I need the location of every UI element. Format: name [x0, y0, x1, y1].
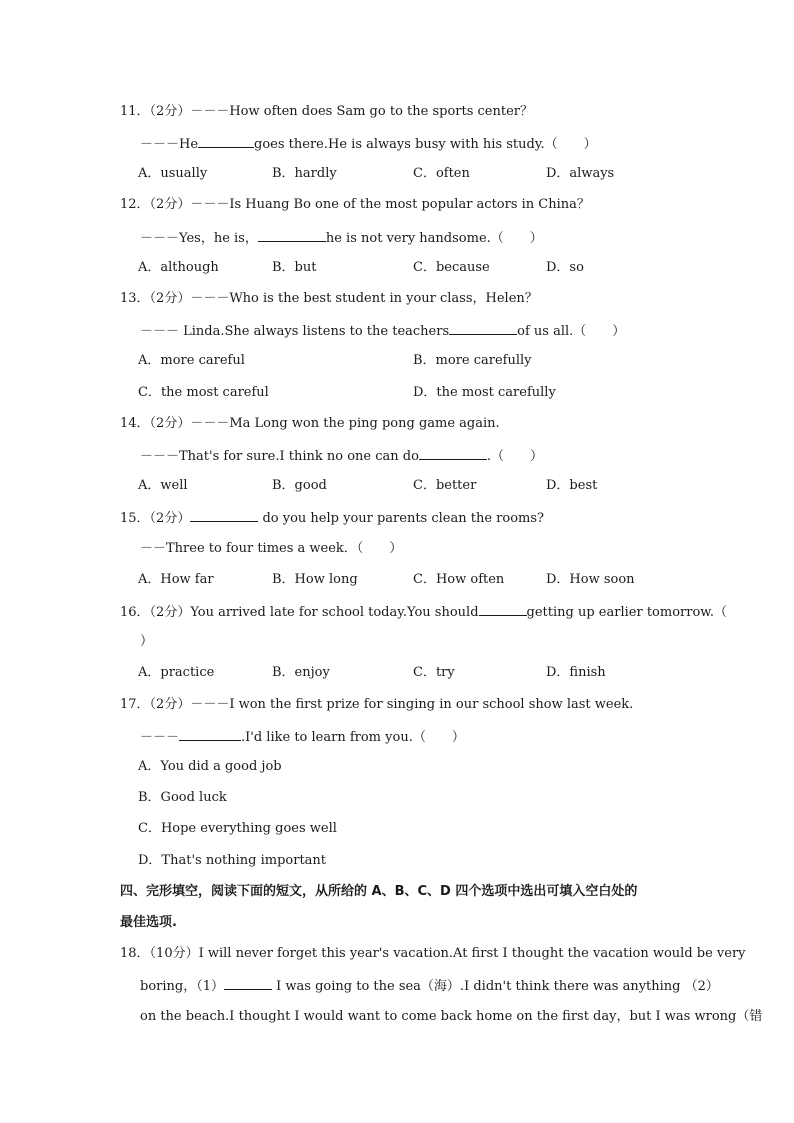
q11-option-c[interactable]: C．often: [413, 166, 470, 181]
q15-option-c[interactable]: C．How often: [413, 572, 505, 587]
q13-option-c[interactable]: C．the most careful: [138, 385, 269, 400]
q16-option-b[interactable]: B．enjoy: [272, 665, 330, 680]
q16-stem: [0, 601, 794, 621]
q12-option-c[interactable]: C．because: [413, 260, 490, 275]
q18-line3: on the beach.I thought I would want to come back home on the first day，but I was wrong（错: [140, 1009, 763, 1024]
q17-option-d[interactable]: D．That's nothing important: [138, 853, 327, 868]
q12-blank[interactable]: [258, 227, 326, 242]
q14-line2: [0, 445, 794, 465]
q18-line2: [0, 975, 794, 995]
q15-option-b[interactable]: B．How long: [272, 572, 358, 587]
q17-line2: [0, 726, 794, 746]
q16-option-c[interactable]: C．try: [413, 665, 455, 680]
q11-line2-post: goes there.He is always busy with his study.（ ）: [254, 137, 597, 152]
q11-blank[interactable]: [198, 133, 254, 148]
q11-option-b[interactable]: B．hardly: [272, 166, 337, 181]
q17-line2-pre: －－－: [140, 730, 180, 745]
q15-stem-post: do you help your parents clean the rooms?: [258, 511, 545, 526]
section4-heading: 四、完形填空，阅读下面的短文，从所给的 A、B、C、D 四个选项中选出可填入空白处的: [120, 884, 638, 899]
q11-stem: 11．（2分）－－－How often does Sam go to the sports center？: [120, 104, 533, 119]
q12-line2-post: he is not very handsome.（ ）: [325, 231, 543, 246]
q13-option-b[interactable]: B．more carefully: [413, 353, 532, 368]
q12-stem: 12．（2分）－－－Is Huang Bo one of the most popular actors in China？: [120, 197, 590, 212]
q15-option-a[interactable]: A．How far: [138, 572, 214, 587]
q14-blank[interactable]: [419, 445, 487, 460]
q17-option-c[interactable]: C．Hope everything goes well: [138, 821, 337, 836]
q16-option-d[interactable]: D．finish: [546, 665, 606, 680]
q15-blank[interactable]: [190, 507, 258, 522]
q14-option-a[interactable]: A．well: [138, 478, 188, 493]
q17-option-a[interactable]: A．You did a good job: [138, 759, 282, 774]
q16-blank[interactable]: [479, 601, 527, 616]
q11-line2-pre: －－－He: [140, 137, 199, 152]
q13-blank[interactable]: [449, 320, 517, 335]
q14-line2-post: .（ ）: [486, 449, 544, 464]
q13-line2: [0, 320, 794, 340]
q11-option-d[interactable]: D．always: [546, 166, 615, 181]
section4-heading-cont: 最佳选项.: [120, 915, 177, 930]
q13-stem: 13．（2分）－－－Who is the best student in your class，Helen？: [120, 291, 538, 306]
q18-blank-1[interactable]: [224, 975, 272, 990]
q14-line2-pre: －－－That's for sure.I think no one can do: [140, 449, 419, 464]
q13-line2-post: of us all.（ ）: [517, 324, 626, 339]
q17-line2-post: .I'd like to learn from you.（ ）: [241, 730, 465, 745]
q17-stem: 17．（2分）－－－I won the first prize for singing in our school show last week.: [120, 697, 634, 712]
q12-option-a[interactable]: A．although: [138, 260, 219, 275]
q12-line2: [0, 227, 794, 247]
q15-option-d[interactable]: D．How soon: [546, 572, 635, 587]
q12-option-d[interactable]: D．so: [546, 260, 584, 275]
q17-option-b[interactable]: B．Good luck: [138, 790, 227, 805]
q14-option-b[interactable]: B．good: [272, 478, 327, 493]
q16-line2: ）: [140, 634, 154, 649]
q16-stem-pre: 16．（2分）You arrived late for school today.You should: [120, 605, 479, 620]
q13-option-a[interactable]: A．more careful: [138, 353, 245, 368]
q15-line2: －－Three to four times a week．（ ）: [140, 541, 403, 556]
q11-line2: [0, 133, 794, 153]
q15-stem-pre: 15．（2分）: [120, 511, 191, 526]
q12-line2-pre: －－－Yes，he is，: [140, 231, 258, 246]
q17-blank[interactable]: [179, 726, 241, 741]
q11-option-a[interactable]: A．usually: [138, 166, 208, 181]
q13-option-d[interactable]: D．the most carefully: [413, 385, 556, 400]
q15-stem: [0, 507, 794, 527]
q14-option-c[interactable]: C．better: [413, 478, 477, 493]
q12-option-b[interactable]: B．but: [272, 260, 317, 275]
q16-stem-post: getting up earlier tomorrow.（: [526, 605, 727, 620]
q18-line2-post: I was going to the sea（海）.I didn't think there was anything （2）: [272, 979, 719, 994]
q14-option-d[interactable]: D．best: [546, 478, 598, 493]
q13-line2-pre: －－－ Linda.She always listens to the teachers: [140, 324, 450, 339]
q16-option-a[interactable]: A．practice: [138, 665, 215, 680]
q18-line1: 18．（10分）I will never forget this year's vacation.At first I thought the vacation would be very: [120, 946, 746, 961]
q14-stem: 14．（2分）－－－Ma Long won the ping pong game again.: [120, 416, 500, 431]
q18-line2-pre: boring，（1）: [140, 979, 224, 994]
